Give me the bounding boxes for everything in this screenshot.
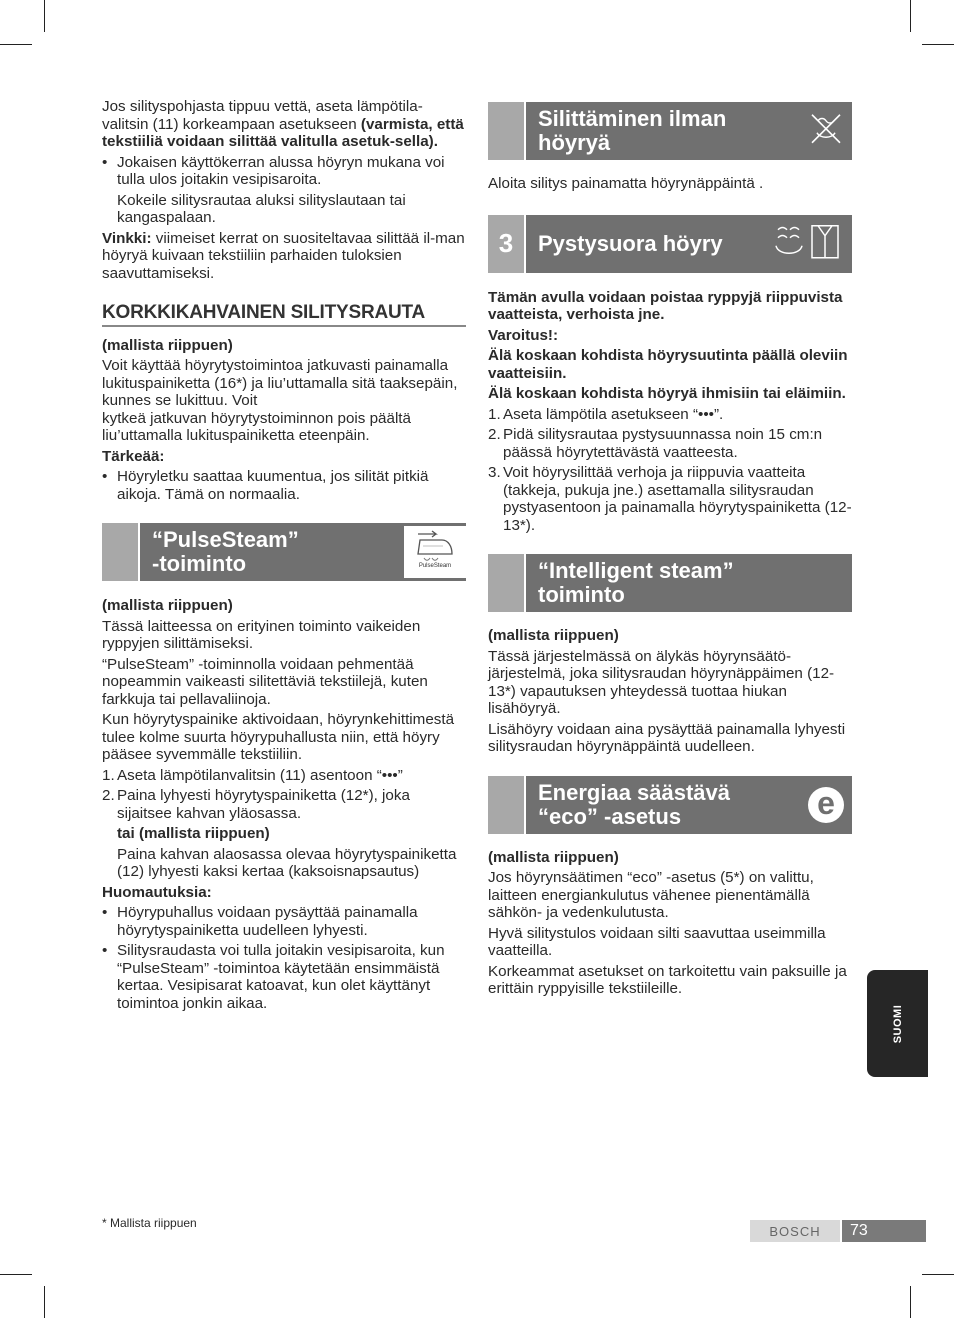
crop-mark [0,44,32,45]
title-line: Silittäminen ilman [538,106,727,131]
bullet-text: Jokaisen käyttökerran alussa höyryn mukana voi tulla ulos joitakin vesipisaroita. [117,153,445,188]
section-heading: KORKKIKAHVAINEN SILITYSRAUTA [102,304,466,327]
pulsesteam-icon [404,526,466,578]
crop-mark [922,1274,954,1275]
pulse-paragraph-2: “PulseSteam” -toiminnolla voidaan pehmentää nopeammin vaikeasti silitettäviä tekstiilejä, kuten farkkuja tai pellavaliinoja. [102,655,428,708]
language-tab-label: SUOMI [891,1004,904,1043]
list-item [102,154,466,189]
title-line: “Intelligent steam” [538,558,734,583]
intel-paragraph-1: Tässä järjestelmässä on älykäs höyrynsäätö-järjestelmä, joka silitysraudan höyrynäppäimen (12-13*) vapautuksen yhteydessä tuottaa hiukan lisähöyryä. [488,647,835,717]
list-item [102,767,466,785]
brand-label: BOSCH [750,1220,840,1242]
step-number: 3. [488,464,501,481]
right-column [488,102,852,1001]
warning-2: Älä koskaan kohdista höyryä ihmisiin tai eläimiin. [488,385,846,402]
step-number: 1. [102,766,115,784]
eco-paragraph-3: Korkeammat asetukset on tarkoitettu vain paksuille ja erittäin ryppyisille tekstiileille. [488,962,847,997]
title-line: “PulseSteam” [152,527,299,552]
step-number: 2. [488,426,501,443]
title-line: “eco” -asetus [538,803,682,829]
pulse-paragraph-1: Tässä laitteessa on erityinen toiminto vaikeiden ryppyjen silittämiseksi. [102,617,421,652]
list-item [102,942,466,1012]
step-text: Aseta lämpötilanvalitsin (11) asentoon “•••” [117,766,403,784]
step-text: Voit höyrysilittää verhoja ja riippuvia vaatteita (takkeja, pukuja jne.) asettamalla silitysraudan pystyasentoon ja painamalla höyrytyspainiketta (12-13*). [503,464,852,534]
model-note: (mallista riippuen) [102,597,233,614]
list-item [102,787,466,822]
language-tab [867,970,928,1077]
vertical-paragraph-1: Tämän avulla voidaan poistaa ryppyjä riippuvista vaatteista, verhoista jne. [488,288,843,323]
eco-header [488,776,852,834]
bullet-text: Höyrypuhallus voidaan pysäyttää painamalla höyrytyspainiketta uudelleen lyhyesti. [117,904,418,939]
step-number: 2. [102,787,115,804]
step-text: Pidä silitysrautaa pystysuunnassa noin 15 cm:n päässä höyrytettävästä vaatteesta. [503,426,823,461]
bullet-continuation: Kokeile silitysrautaa aluksi silityslautaan tai kangaspalaan. [117,191,406,226]
pulse-paragraph-3: Kun höyrytyspainike aktivoidaan, höyrynkehittimestä tulee kolme suurta höyrypuhallusta niin, että höyry pääsee syvemmälle tekstiiliin. [102,711,455,763]
model-note: (mallista riippuen) [102,336,233,354]
list-item [102,468,466,503]
crop-mark [910,0,911,32]
intro-bold-text: (varmista, että tekstiiliä voidaan silittää valitulla asetuk-sella). [102,115,464,150]
model-note: (mallista riippuen) [488,627,619,644]
lock-paragraph-1: Voit käyttää höyrytystoimintoa jatkuvasti painamalla lukituspainiketta (16*) ja liu’uttamalla sitä taaksepäin, kunnes se lukittuu. Voit [102,357,458,409]
intel-paragraph-2: Lisähöyry voidaan aina pysäyttää painamalla lyhyesti silitysraudan höyrynäppäintä uudelleen. [488,720,846,755]
nosteam-title [526,107,852,155]
left-column [102,98,466,1015]
important-label: Tärkeää: [102,447,165,465]
footnote: * Mallista riippuen [102,1216,197,1230]
title-line: Energiaa säästävä [538,779,731,805]
header-tab [488,776,526,834]
crop-mark [0,1274,32,1275]
header-tab-number: 3 [488,215,526,273]
eco-paragraph-1: Jos höyrynsäätimen “eco” -asetus (5*) on valittu, laitteen energiankulutus vähenee pienentämällä sähkön- ja vedenkulutusta. [488,869,814,921]
list-item [488,406,852,424]
step-text: Paina lyhyesti höyrytyspainiketta (12*), joka sijaitsee kahvan yläosassa. [117,787,410,822]
title-line: höyryä [538,130,611,155]
title-line: toiminto [538,582,625,607]
header-tab [102,523,140,581]
pulsesteam-icon-label: PulseSteam [418,562,452,569]
bullet-text: Höyryletku saattaa kuumentua, jos silität pitkiä aikoja. Tämä on normaalia. [117,468,429,503]
crop-mark [44,1286,45,1318]
intro-paragraph [102,98,466,151]
bullet-text: Silitysraudasta voi tulla joitakin vesipisaroita, kun “PulseSteam” -toimintoa käytetään ensimmäistä kertaa. Vesipisarat katoavat, kun olet käyttänyt toimintoa jonkin aikaa. [117,942,445,1012]
pulsesteam-header [102,523,466,581]
list-item [488,464,852,534]
step-text: Aseta lämpötila asetukseen “•••”. [503,405,724,423]
tip-label: Vinkki: [102,229,152,247]
tip-text: viimeiset kerrat on suositeltavaa silittää il-man höyryä kuivaan tekstiiliin parhaiden tuloksien saavuttamiseksi. [102,229,465,282]
warning-label: Varoitus!: [488,326,559,344]
title-line: -toiminto [152,551,247,576]
list-item [102,904,466,939]
step-number: 1. [488,405,501,423]
model-note: (mallista riippuen) [488,848,619,866]
vertical-steam-title: Pystysuora höyry [538,230,723,256]
notes-label: Huomautuksia: [102,883,212,901]
or-label: tai (mallista riippuen) [117,825,270,842]
no-steam-icon [808,111,844,152]
crop-mark [44,0,45,32]
vertical-steam-icon [772,221,844,266]
vertical-steam-header [488,215,852,273]
lock-paragraph-2: kytkeä jatkuvan höyrytystoiminnon pois päältä liu’uttamalla lukituspainiketta eteenpäin. [102,409,411,444]
nosteam-text: Aloita silitys painamatta höyrynäppäintä . [488,175,764,192]
eco-icon [808,784,844,823]
intelligent-steam-header [488,554,852,612]
crop-mark [910,1286,911,1318]
eco-title [526,781,852,829]
list-item [488,426,852,461]
tip-paragraph [102,230,466,283]
page-number: 73 [842,1220,926,1242]
intelligent-steam-title [526,559,852,607]
intro-text: Jos silityspohjasta tippuu vettä, aseta lämpötila-valitsin (11) korkeampaan asetukseen [102,98,423,133]
or-text: Paina kahvan alaosassa olevaa höyrytyspainiketta (12) lyhyesti kaksi kertaa (kaksoisnapsautus) [117,845,457,880]
nosteam-header [488,102,852,160]
header-tab [488,554,526,612]
header-tab [488,102,526,160]
warning-1: Älä koskaan kohdista höyrysuutinta päällä oleviin vaatteisiin. [488,347,848,382]
eco-icon-letter: e [817,784,835,821]
eco-paragraph-2: Hyvä silitystulos voidaan silti saavuttaa useimmilla vaatteilla. [488,924,826,959]
crop-mark [922,44,954,45]
